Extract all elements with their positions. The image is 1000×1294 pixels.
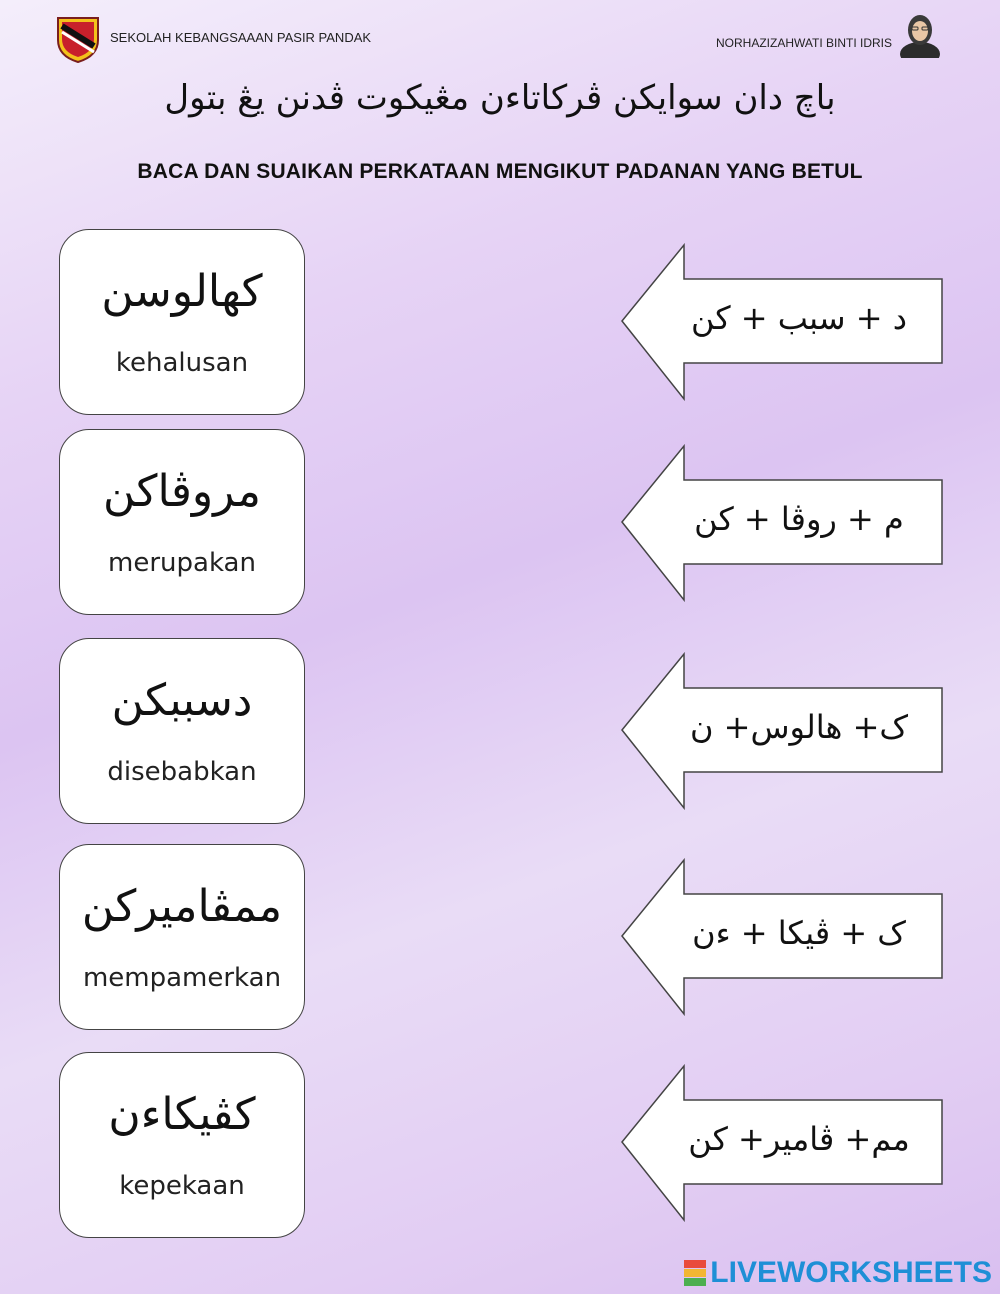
syllable-text: م + روڤا + كن (694, 500, 904, 538)
word-card[interactable] (59, 229, 305, 415)
word-card[interactable] (59, 429, 305, 615)
arrow-drop-target[interactable] (620, 652, 944, 812)
word-card[interactable] (59, 844, 305, 1030)
word-card[interactable] (59, 638, 305, 824)
teacher-name: NORHAZIZAHWATI BINTI IDRIS (716, 36, 892, 50)
liveworksheets-brand[interactable] (684, 1256, 992, 1290)
syllable-text: ک+ هالوس+ ن (689, 708, 909, 746)
arrow-drop-target[interactable] (620, 444, 944, 604)
word-card-jawi: كڤيكاءن (108, 1089, 256, 1140)
word-card-rumi: disebabkan (107, 757, 257, 787)
liveworksheets-logo-icon (684, 1260, 706, 1286)
syllable-text: مم+ ڤامير+ كن (688, 1120, 910, 1158)
school-name: SEKOLAH KEBANGSAAAN PASIR PANDAK (110, 30, 372, 45)
word-card-jawi: مروڤاكن (103, 466, 261, 517)
word-card-jawi: ممڤاميركن (81, 881, 283, 932)
word-card-jawi: كهالوسن (101, 266, 263, 317)
brand-text: LIVEWORKSHEETS (710, 1256, 992, 1289)
teacher-avatar (898, 10, 942, 58)
title-jawi: باچ دان سوايكن ڤركاتاءن مڠيکوت ڤدنن يڠ بتول (164, 78, 836, 118)
arrow-drop-target[interactable] (620, 858, 944, 1018)
arrow-drop-target[interactable] (620, 243, 944, 403)
word-card-rumi: merupakan (108, 548, 256, 578)
word-card-rumi: kehalusan (115, 348, 249, 378)
title-rumi: BACA DAN SUAIKAN PERKATAAN MENGIKUT PADANAN YANG BETUL (137, 160, 863, 183)
syllable-text: ک + ڤيکا + ءن (692, 914, 906, 952)
arrow-drop-target[interactable] (620, 1064, 944, 1224)
word-card[interactable] (59, 1052, 305, 1238)
syllable-text: د + سبب + كن (690, 299, 908, 337)
word-card-rumi: kepekaan (119, 1171, 245, 1201)
word-card-rumi: mempamerkan (82, 963, 282, 993)
school-logo-icon (52, 12, 104, 64)
word-card-jawi: دسببكن (111, 675, 253, 726)
